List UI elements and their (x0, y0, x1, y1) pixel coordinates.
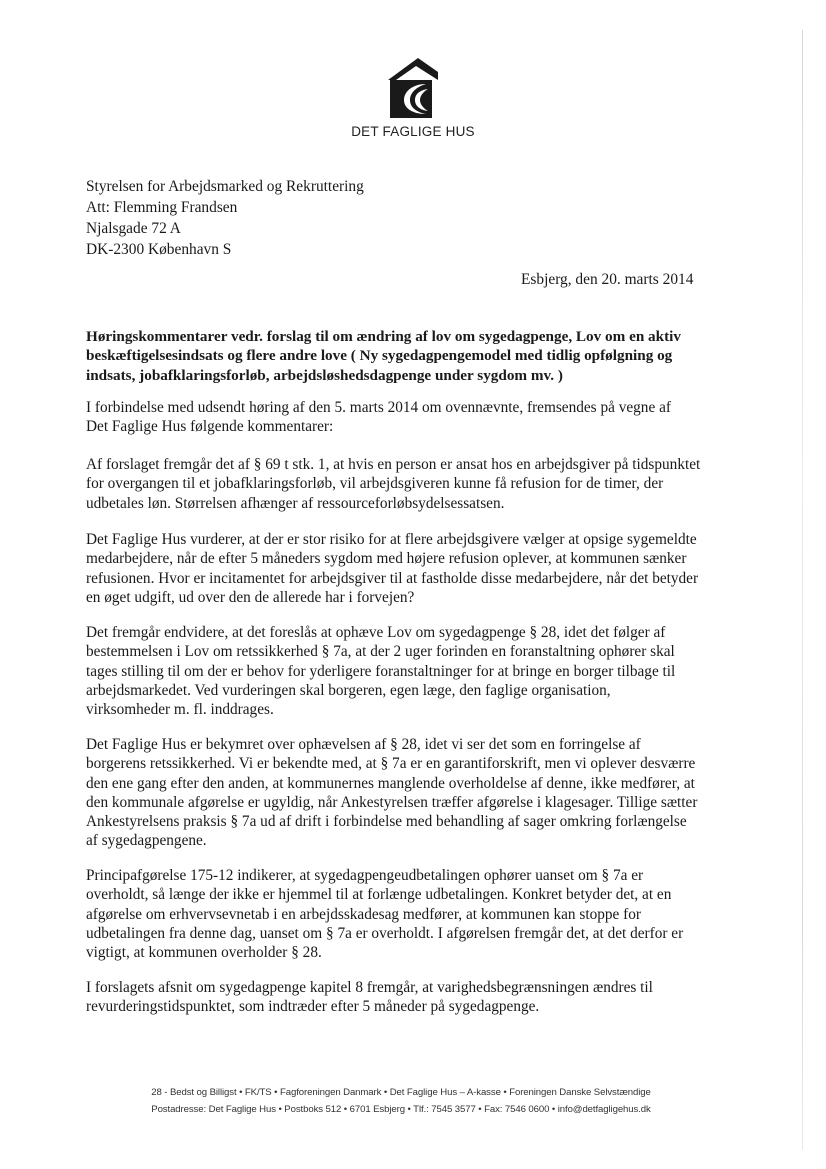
date-line: Esbjerg, den 20. marts 2014 (521, 271, 694, 288)
body-line: I forslagets afsnit om sygedagpenge kapitel 8 fremgår, at varighedsbegrænsningen ændres til (86, 979, 653, 996)
letter-heading (86, 327, 766, 385)
heading-line: beskæftigelsesindsats og flere andre love ( Ny sygedagpengemodel med tidlig opfølgning og (86, 347, 673, 365)
paragraph-risk (86, 530, 698, 607)
body-line: vigtigt, at kommunen overholder § 28. (86, 944, 322, 962)
body-line: en øget udgift, ud over den de allerede har i forvejen? (86, 588, 415, 606)
body-line: den ene gang efter den anden, at kommunernes manglende overholdelse af denne, ikke medfører, at (86, 774, 695, 792)
paragraph-section-28 (86, 623, 675, 719)
house-logo-icon (388, 58, 438, 120)
paragraph-chapter-8 (86, 978, 653, 1017)
body-line: revurderingstidspunktet, som indtræder efter 5 måneder på sygedagpenge. (86, 998, 540, 1016)
body-line: Det fremgår endvidere, at det foreslås at ophæve Lov om sygedagpenge § 28, idet det følger af (86, 624, 666, 641)
body-line: for overgangen til et jobafklaringsforløb, vil arbejdsgiveren kunne få refusion for de timer, der (86, 475, 664, 493)
body-line: medarbejdere, når de efter 5 måneders sygdom med højere refusion oplever, at kommunen sænker (86, 550, 687, 568)
body-line: overholdt, så længe der ikke er hjemmel til at forlænge udbetalingen. Konkret betyder det, at en (86, 886, 672, 904)
body-line: af sygedagpengene. (86, 832, 207, 850)
recipient-line: Styrelsen for Arbejdsmarked og Rekruttering (86, 178, 364, 195)
body-line: I forbindelse med udsendt høring af den 5. marts 2014 om ovennævnte, fremsendes på vegne af (86, 399, 671, 416)
paragraph-principle-decision (86, 866, 683, 962)
body-line: Det Faglige Hus følgende kommentarer: (86, 418, 334, 436)
recipient-line: DK-2300 København S (86, 241, 232, 258)
body-line: tages stilling til om der er behov for yderligere foranstaltninger for at bringe en borger tilbage til (86, 662, 676, 680)
recipient-line: Att: Flemming Frandsen (86, 199, 238, 216)
body-line: Det Faglige Hus vurderer, at der er stor risiko for at flere arbejdsgivere vælger at opsige sygemeldte (86, 531, 697, 548)
paragraph-intro (86, 398, 671, 437)
body-line: Ankestyrelsens praksis § 7a ud af drift i forbindelse med behandling af sager omkring forlængelse (86, 813, 687, 831)
body-line: Det Faglige Hus er bekymret over ophævelsen af § 28, idet vi ser det som en forringelse af (86, 736, 641, 753)
body-line: afgørelse om erhvervsevnetab i en arbejdsskadesag medfører, at kommunen kan stoppe for (86, 905, 641, 923)
body-line: Principafgørelse 175-12 indikerer, at sygedagpengeudbetalingen ophører uanset om § 7a er (86, 867, 644, 884)
body-line: arbejdsmarkedet. Ved vurderingen skal borgeren, egen læge, den faglige organisation, (86, 681, 611, 699)
scan-edge-line (802, 30, 803, 1150)
paragraph-concern (86, 735, 697, 851)
brand-name: DET FAGLIGE HUS (351, 124, 475, 139)
body-line: bestemmelsen i Lov om retssikkerhed § 7a, at der 2 uger forinden en foranstaltning ophører skal (86, 643, 675, 661)
paragraph-refusion (86, 455, 700, 513)
body-line: refusionen. Hvor er incitamentet for arbejdsgiver til at fastholde disse medarbejdere, når det betyder (86, 569, 699, 587)
body-line: den kommunale afgørelse er ugyldig, når Ankestyrelsen træffer afgørelse i klagesager. Tillige sætter (86, 793, 698, 811)
body-line: udbetales løn. Størrelsen afhænger af ressourceforløbsydelsessatsen. (86, 494, 505, 512)
body-line: udbetalingen fra denne dag, uanset om § 7a er overholdt. I afgørelsen fremgår det, at det derfor er (86, 924, 684, 942)
footer-contact: Postadresse: Det Faglige Hus • Postboks 512 • 6701 Esbjerg • Tlf.: 7545 3577 • Fax: 7546 0600 • info@detfagligehus.dk (151, 1104, 651, 1115)
heading-line: Høringskommentarer vedr. forslag til om ændring af lov om sygedagpenge, Lov om en aktiv (86, 328, 681, 345)
footer-organisations: 28 - Bedst og Billigst • FK/TS • Fagforeningen Danmark • Det Faglige Hus – A-kasse • Foreningen Danske Selvstændige (151, 1087, 651, 1098)
body-line: borgerens retssikkerhed. Vi er bekendte med, at § 7a er en garantiforskrift, men vi oplever desværre (86, 755, 696, 773)
recipient-line: Njalsgade 72 A (86, 220, 181, 237)
body-line: virksomheder m. fl. inddrages. (86, 701, 274, 719)
recipient-address (86, 176, 364, 260)
body-line: Af forslaget fremgår det af § 69 t stk. 1, at hvis en person er ansat hos en arbejdsgiver på tidspunktet (86, 456, 701, 473)
heading-line: indsats, jobafklaringsforløb, arbejdsløshedsdagpenge under sygdom mv. ) (86, 366, 563, 384)
letterhead-logo (330, 58, 496, 139)
